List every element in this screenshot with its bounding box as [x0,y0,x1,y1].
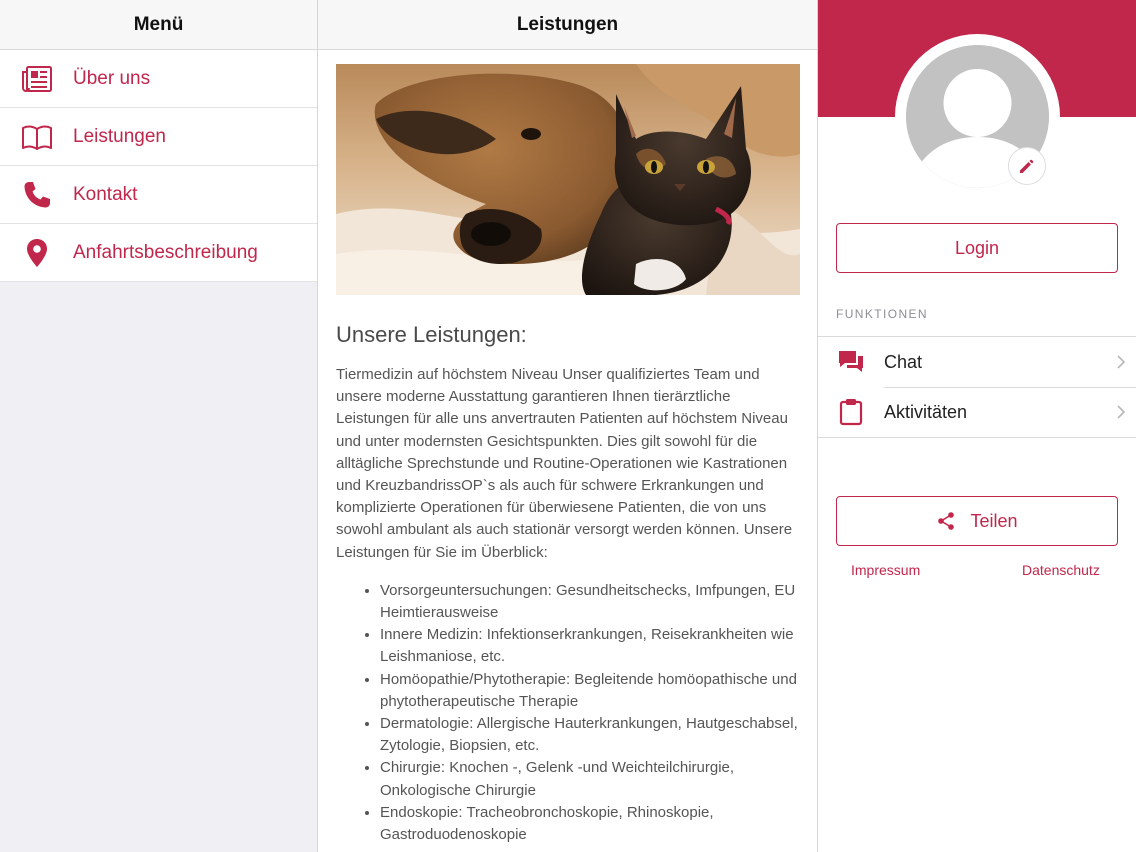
share-label: Teilen [970,510,1018,531]
function-label: Chat [884,351,923,372]
edit-avatar-button[interactable] [1008,147,1046,185]
open-book-icon [0,120,73,154]
dog-and-cat-photo [336,64,800,295]
chevron-right-icon [1106,354,1136,370]
hero-image [336,64,800,295]
function-item-chat[interactable] [818,337,1136,387]
login-label: Login [954,237,1000,258]
content-panel [318,0,818,852]
share-icon [936,511,956,531]
content-heading: Unsere Leistungen: [336,322,527,347]
menu-item-anfahrt[interactable] [0,224,317,282]
menu-header [0,0,317,50]
function-item-aktivitaeten[interactable] [818,387,1136,437]
menu-item-label: Kontakt [73,183,138,205]
side-menu [0,0,318,852]
functions-section-label: FUNKTIONEN [836,307,928,321]
menu-item-label: Über uns [73,67,151,89]
login-button[interactable] [836,223,1118,273]
list-item: • Dermatologie: Allergische Hauterkrankungen, Hautgeschabsel, Zytologie, Biopsien, etc. [380,713,798,757]
datenschutz-link[interactable]: Datenschutz [1022,562,1100,578]
menu-item-leistungen[interactable] [0,108,317,166]
menu-item-kontakt[interactable] [0,166,317,224]
list-item: • Innere Medizin: Infektionserkrankungen, Reisekrankheiten wie Leishmaniose, etc. [380,624,798,668]
list-item: • Endoskopie: Tracheobronchoskopie, Rhinoskopie, Gastroduodenoskopie [380,802,798,846]
services-list [336,580,798,846]
profile-panel [818,0,1136,852]
functions-list [818,336,1136,438]
list-item: • Vorsorgeuntersuchungen: Gesundheitschecks, Imfpungen, EU Heimtierausweise [380,580,798,624]
content-paragraph: Tiermedizin auf höchstem Niveau Unser qualifiziertes Team und unsere moderne Ausstattung garantieren Ihnen tierärztliche Leistungen für alle uns anvertrauten Patienten auf höchstem Niveau und unter modernsten Gesichtspunkten. Dies gilt sowohl für die alltägliche Sprechstunde und Routine-Operationen wie Kastrationen und KreuzbandrissOP`s als auch für schwere Erkrankungen und komplizierte Operationen für überwiesene Patienten, die von uns sowohl ambulant als auch stationär versorgt werden können. Unsere Leistungen für Sie im Überblick: [336,366,793,561]
map-pin-icon [0,236,73,270]
function-label: Aktivitäten [884,401,968,422]
list-item: • Homöopathie/Phytotherapie: Begleitende homöopathische und phytotherapeutische Therapie [380,669,798,713]
menu-list [0,50,317,282]
phone-icon [0,178,73,212]
impressum-link[interactable]: Impressum [851,562,921,578]
menu-item-ueber-uns[interactable] [0,50,317,108]
menu-item-label: Leistungen [73,125,166,147]
content-body [336,322,798,846]
pencil-icon [1017,156,1037,176]
page-title: Leistungen [516,13,619,35]
list-item: • Chirurgie: Knochen -, Gelenk -und Weichteilchirurgie, Onkologische Chirurgie [380,757,798,801]
chat-bubbles-icon [818,349,884,375]
menu-title: Menü [133,13,184,35]
chevron-right-icon [1106,404,1136,420]
share-button[interactable] [836,496,1118,546]
content-header [318,0,817,50]
clipboard-icon [818,398,884,426]
menu-item-label: Anfahrtsbeschreibung [73,241,258,263]
newspaper-icon [0,62,73,96]
